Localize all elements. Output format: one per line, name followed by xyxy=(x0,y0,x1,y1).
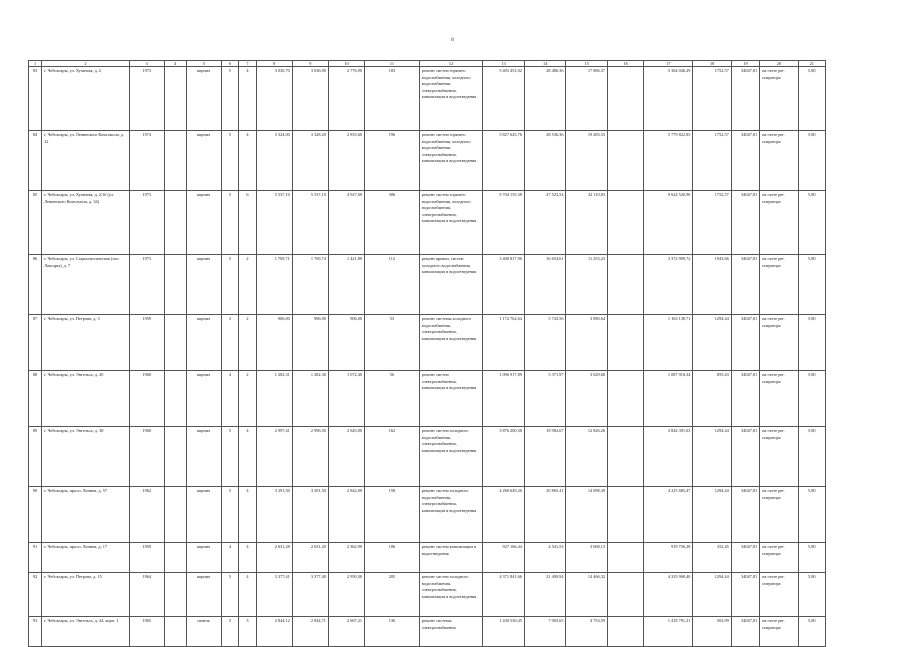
cost-cell: 5 743,56 xyxy=(524,315,566,371)
term-cell: 5,80 xyxy=(798,617,825,647)
cost-per-m2-cell: 1294,44 xyxy=(693,315,731,371)
cost-cell: 21 409,94 xyxy=(524,573,566,617)
residents-cell: 136 xyxy=(365,617,420,647)
area-total-cell: 3 324,00 xyxy=(256,131,292,191)
table-row xyxy=(29,487,826,543)
year2-cell xyxy=(164,543,186,573)
fund-method-cell: на счете рег. оператора xyxy=(760,617,798,647)
area-residential-cell: 2 842,00 xyxy=(328,487,364,543)
row-number: 92 xyxy=(29,573,42,617)
material-cell: кирпич xyxy=(186,67,221,131)
cost-total-cell: 5 403 451,02 xyxy=(483,67,525,131)
cost-cell xyxy=(608,573,644,617)
cost-cell xyxy=(608,67,644,131)
material-cell: кирпич xyxy=(186,131,221,191)
area-total-cell: 3 030,70 xyxy=(256,67,292,131)
cost-total-cell: 5 827 643,76 xyxy=(483,131,525,191)
year-cell: 1973 xyxy=(129,67,164,131)
capital-repair-table xyxy=(28,60,826,647)
table-row xyxy=(29,191,826,255)
cost-limit-cell: 34047,81 xyxy=(731,315,759,371)
term-cell: 5,80 xyxy=(798,573,825,617)
fund-method-cell: на счете рег. оператора xyxy=(760,543,798,573)
cost-per-m2-cell: 352,45 xyxy=(693,543,731,573)
works-cell: ремонт системы холодного водоснабжения, электроснабжения, канализации и водоотведения xyxy=(419,315,482,371)
table-row xyxy=(29,131,826,191)
cost-cell: 4 541,53 xyxy=(524,543,566,573)
residents-cell: 158 xyxy=(365,487,420,543)
address-cell: г. Чебоксары, ул. Ленинского Комсомола, д. 32 xyxy=(42,131,130,191)
year-cell: 1960 xyxy=(129,371,164,427)
cost-total-cell: 927 166,44 xyxy=(483,543,525,573)
works-cell: ремонт систем холодного водоснабжения, электроснабжения, канализации и водоотведения xyxy=(419,573,482,617)
year2-cell xyxy=(164,573,186,617)
floors-cell: 4 xyxy=(221,371,239,427)
cost-cell: 19 283,53 xyxy=(566,131,608,191)
cost-cell: 16 654,61 xyxy=(524,255,566,315)
cost-cell: 1 087 916,34 xyxy=(644,371,693,427)
area-total-cell: 2 631,28 xyxy=(256,543,292,573)
cost-cell: 11 253,23 xyxy=(566,255,608,315)
year2-cell xyxy=(164,191,186,255)
residents-cell: 53 xyxy=(365,315,420,371)
material-cell: панель xyxy=(186,617,221,647)
term-cell: 5,80 xyxy=(798,255,825,315)
term-cell: 5,80 xyxy=(798,487,825,543)
entrances-cell: 2 xyxy=(239,371,257,427)
table-row xyxy=(29,67,826,131)
term-cell: 5,80 xyxy=(798,315,825,371)
area-living-cell: 3 291,50 xyxy=(292,487,328,543)
area-residential-cell: 2 645,00 xyxy=(328,427,364,487)
column-header: 20 xyxy=(760,61,798,67)
cost-total-cell: 9 704 155,38 xyxy=(483,191,525,255)
cost-cell: 7 005,65 xyxy=(524,617,566,647)
address-cell: г. Чебоксары, ул. Хузангая, д. 2 xyxy=(42,67,130,131)
term-cell: 5,80 xyxy=(798,371,825,427)
works-cell: ремонт крыши, систем холодного водоснабжения, канализации и водоотведения xyxy=(419,255,482,315)
year-cell: 1973 xyxy=(129,255,164,315)
year-cell: 1964 xyxy=(129,573,164,617)
row-number: 85 xyxy=(29,191,42,255)
year2-cell xyxy=(164,131,186,191)
cost-cell: 4 335 968,40 xyxy=(644,573,693,617)
cost-per-m2-cell: 1294,44 xyxy=(693,427,731,487)
entrances-cell: 4 xyxy=(239,573,257,617)
cost-cell: 4 225 685,47 xyxy=(644,487,693,543)
column-header: 5 xyxy=(186,61,221,67)
address-cell: г. Чебоксары, ул. Энгельса, д. 44, корп. 1 xyxy=(42,617,130,647)
column-header: 19 xyxy=(731,61,759,67)
address-cell: г. Чебоксары, ул. Петрова, д. 15 xyxy=(42,573,130,617)
column-header: 6 xyxy=(221,61,239,67)
year2-cell xyxy=(164,427,186,487)
entrances-cell: 6 xyxy=(239,191,257,255)
cost-cell: 3 629,68 xyxy=(566,371,608,427)
entrances-cell: 2 xyxy=(239,255,257,315)
cost-cell xyxy=(608,487,644,543)
address-cell: г. Чебоксары, ул. Энгельса, д. 20 xyxy=(42,371,130,427)
area-total-cell: 2 997,41 xyxy=(256,427,292,487)
column-header: 21 xyxy=(798,61,825,67)
row-number: 87 xyxy=(29,315,42,371)
area-total-cell: 1 282,31 xyxy=(256,371,292,427)
entrances-cell: 4 xyxy=(239,67,257,131)
cost-per-m2-cell: 1943,66 xyxy=(693,255,731,315)
cost-total-cell: 1 430 530,45 xyxy=(483,617,525,647)
entrances-cell: 4 xyxy=(239,487,257,543)
cost-limit-cell: 34047,81 xyxy=(731,427,759,487)
entrances-cell: 4 xyxy=(239,131,257,191)
row-number: 91 xyxy=(29,543,42,573)
cost-cell: 3 068,13 xyxy=(566,543,608,573)
area-living-cell: 2 996,50 xyxy=(292,427,328,487)
year-cell: 1960 xyxy=(129,427,164,487)
column-header: 17 xyxy=(644,61,693,67)
cost-per-m2-cell: 1752,57 xyxy=(693,191,731,255)
term-cell: 5,80 xyxy=(798,543,825,573)
cost-cell xyxy=(608,371,644,427)
cost-cell xyxy=(608,427,644,487)
material-cell: кирпич xyxy=(186,315,221,371)
cost-cell xyxy=(608,543,644,573)
fund-method-cell: на счете рег. оператора xyxy=(760,427,798,487)
cost-cell: 1 418 791,21 xyxy=(644,617,693,647)
residents-cell: 196 xyxy=(365,131,420,191)
cost-cell xyxy=(608,617,644,647)
column-header: 11 xyxy=(365,61,420,67)
cost-cell xyxy=(608,131,644,191)
entrances-cell: 4 xyxy=(239,427,257,487)
fund-method-cell: на счете рег. оператора xyxy=(760,191,798,255)
fund-method-cell: на счете рег. оператора xyxy=(760,315,798,371)
residents-cell: 112 xyxy=(365,255,420,315)
area-living-cell: 3 036,00 xyxy=(292,67,328,131)
table-row xyxy=(29,617,826,647)
address-cell: г. Чебоксары, ул. Петрова, д. 3 xyxy=(42,315,130,371)
cost-cell: 4 733,59 xyxy=(566,617,608,647)
floors-cell: 4 xyxy=(221,543,239,573)
material-cell: кирпич xyxy=(186,543,221,573)
fund-method-cell: на счете рег. оператора xyxy=(760,371,798,427)
residents-cell: 205 xyxy=(365,573,420,617)
term-cell: 5,80 xyxy=(798,427,825,487)
table-row xyxy=(29,371,826,427)
works-cell: ремонт систем горячего водоснабжения, холодного водоснабжения, электроснабжения, канализации и водоотведения xyxy=(419,131,482,191)
material-cell: кирпич xyxy=(186,427,221,487)
column-header: 18 xyxy=(693,61,731,67)
area-living-cell: 906,00 xyxy=(292,315,328,371)
fund-method-cell: на счете рег. оператора xyxy=(760,131,798,191)
term-cell: 5,80 xyxy=(798,131,825,191)
cost-total-cell: 4 260 649,26 xyxy=(483,487,525,543)
residents-cell: 56 xyxy=(365,371,420,427)
year2-cell xyxy=(164,487,186,543)
area-living-cell: 2 631,20 xyxy=(292,543,328,573)
material-cell: кирпич xyxy=(186,573,221,617)
table-row xyxy=(29,573,826,617)
area-residential-cell: 4 927,00 xyxy=(328,191,364,255)
cost-cell xyxy=(608,255,644,315)
year-cell: 1962 xyxy=(129,487,164,543)
area-total-cell: 906,00 xyxy=(256,315,292,371)
cost-limit-cell: 34047,81 xyxy=(731,617,759,647)
row-number: 88 xyxy=(29,371,42,427)
table-row xyxy=(29,255,826,315)
cost-cell: 5 779 822,85 xyxy=(644,131,693,191)
residents-cell: 106 xyxy=(365,543,420,573)
material-cell: кирпич xyxy=(186,255,221,315)
cost-cell: 20 865,41 xyxy=(524,487,566,543)
year2-cell xyxy=(164,617,186,647)
area-residential-cell: 906,00 xyxy=(328,315,364,371)
area-living-cell: 1 769,74 xyxy=(292,255,328,315)
cost-cell: 32 110,83 xyxy=(566,191,608,255)
fund-method-cell: на счете рег. оператора xyxy=(760,573,798,617)
year2-cell xyxy=(164,67,186,131)
column-header: 4 xyxy=(164,61,186,67)
address-cell: г. Чебоксары, просп. Ленина, д. 17 xyxy=(42,543,130,573)
cost-cell: 3 844 391,63 xyxy=(644,427,693,487)
cost-per-m2-cell: 1294,44 xyxy=(693,487,731,543)
column-header: 16 xyxy=(608,61,644,67)
fund-method-cell: на счете рег. оператора xyxy=(760,487,798,543)
works-cell: ремонт системы электроснабжения xyxy=(419,617,482,647)
floors-cell: 5 xyxy=(221,255,239,315)
row-number: 86 xyxy=(29,255,42,315)
fund-method-cell: на счете рег. оператора xyxy=(760,255,798,315)
column-header: 15 xyxy=(566,61,608,67)
floors-cell: 5 xyxy=(221,427,239,487)
address-cell: г. Чебоксары, ул. Энгельса, д. 38 xyxy=(42,427,130,487)
works-cell: ремонт систем электроснабжения, канализации и водоотведения xyxy=(419,371,482,427)
cost-cell xyxy=(608,315,644,371)
table-row xyxy=(29,315,826,371)
floors-cell: 5 xyxy=(221,487,239,543)
material-cell: кирпич xyxy=(186,371,221,427)
year-cell: 1974 xyxy=(129,131,164,191)
column-header: 3 xyxy=(129,61,164,67)
area-residential-cell: 2 776,90 xyxy=(328,67,364,131)
area-total-cell: 1 769,71 xyxy=(256,255,292,315)
works-cell: ремонт систем горячего водоснабжения, холодного водоснабжения, электроснабжения, канализации и водоотведения xyxy=(419,67,482,131)
cost-limit-cell: 34047,81 xyxy=(731,543,759,573)
area-residential-cell: 2 835,60 xyxy=(328,131,364,191)
material-cell: кирпич xyxy=(186,191,221,255)
cost-limit-cell: 34047,81 xyxy=(731,67,759,131)
cost-per-m2-cell: 1752,57 xyxy=(693,67,731,131)
entrances-cell: 3 xyxy=(239,617,257,647)
cost-cell: 3 372 909,72 xyxy=(644,255,693,315)
area-living-cell: 3 377,40 xyxy=(292,573,328,617)
cost-total-cell: 4 371 841,66 xyxy=(483,573,525,617)
cost-cell: 9 624 520,96 xyxy=(644,191,693,255)
column-header: 13 xyxy=(483,61,525,67)
cost-cell: 28 486,36 xyxy=(524,67,566,131)
row-number: 90 xyxy=(29,487,42,543)
area-total-cell: 2 844,12 xyxy=(256,617,292,647)
area-living-cell: 5 537,10 xyxy=(292,191,328,255)
cost-cell: 28 536,36 xyxy=(524,131,566,191)
residents-cell: 306 xyxy=(365,191,420,255)
cost-limit-cell: 34047,81 xyxy=(731,487,759,543)
floors-cell: 5 xyxy=(221,131,239,191)
year2-cell xyxy=(164,371,186,427)
column-header: 10 xyxy=(328,61,364,67)
entrances-cell: 4 xyxy=(239,543,257,573)
row-number: 93 xyxy=(29,617,42,647)
row-number: 83 xyxy=(29,67,42,131)
cost-cell: 14 098,39 xyxy=(566,487,608,543)
area-residential-cell: 2 362,90 xyxy=(328,543,364,573)
cost-total-cell: 1 096 917,89 xyxy=(483,371,525,427)
material-cell: кирпич xyxy=(186,487,221,543)
cost-limit-cell: 34047,81 xyxy=(731,255,759,315)
cost-total-cell: 3 876 200,38 xyxy=(483,427,525,487)
year-cell: 1965 xyxy=(129,617,164,647)
cost-cell: 3 880,64 xyxy=(566,315,608,371)
cost-total-cell: 3 400 817,96 xyxy=(483,255,525,315)
column-header: 1 xyxy=(29,61,42,67)
floors-cell: 3 xyxy=(221,315,239,371)
cost-per-m2-cell: 1294,44 xyxy=(693,573,731,617)
area-living-cell: 2 844,71 xyxy=(292,617,328,647)
cost-per-m2-cell: 855,43 xyxy=(693,371,731,427)
area-total-cell: 3 377,41 xyxy=(256,573,292,617)
works-cell: ремонт систем горячего водоснабжения, холодного водоснабжения, электроснабжения, канализации и водоотведения xyxy=(419,191,482,255)
column-header: 7 xyxy=(239,61,257,67)
floors-cell: 5 xyxy=(221,573,239,617)
column-header: 14 xyxy=(524,61,566,67)
floors-cell: 5 xyxy=(221,617,239,647)
cost-cell: 47 523,54 xyxy=(524,191,566,255)
area-residential-cell: 2 950,30 xyxy=(328,573,364,617)
cost-cell: 18 982,67 xyxy=(524,427,566,487)
term-cell: 5,80 xyxy=(798,191,825,255)
area-living-cell: 3 328,20 xyxy=(292,131,328,191)
column-header: 12 xyxy=(419,61,482,67)
cost-limit-cell: 34047,81 xyxy=(731,191,759,255)
area-total-cell: 5 537,10 xyxy=(256,191,292,255)
year2-cell xyxy=(164,255,186,315)
address-cell: г. Чебоксары, ул. Социалистическая (пос. Лапсары), д. 7 xyxy=(42,255,130,315)
year-cell: 1959 xyxy=(129,543,164,573)
cost-cell: 12 826,26 xyxy=(566,427,608,487)
area-residential-cell: 1 072,40 xyxy=(328,371,364,427)
floors-cell: 5 xyxy=(221,67,239,131)
cost-cell: 919 756,28 xyxy=(644,543,693,573)
cost-cell xyxy=(608,191,644,255)
row-number: 89 xyxy=(29,427,42,487)
cost-cell: 1 163 138,71 xyxy=(644,315,693,371)
table-row xyxy=(29,543,826,573)
works-cell: ремонт систем холодного водоснабжения, электроснабжения, канализации и водоотведения xyxy=(419,427,482,487)
address-cell: г. Чебоксары, просп. Ленина, д. 57 xyxy=(42,487,130,543)
fund-method-cell: на счете рег. оператора xyxy=(760,67,798,131)
column-header: 2 xyxy=(42,61,130,67)
row-number: 84 xyxy=(29,131,42,191)
cost-cell: 17 886,37 xyxy=(566,67,608,131)
cost-cell: 14 466,32 xyxy=(566,573,608,617)
address-cell: г. Чебоксары, ул. Хузангая, д. 2/16 (ул. Ленинского Комсомола, д. 34) xyxy=(42,191,130,255)
table-row xyxy=(29,427,826,487)
works-cell: ремонт систем холодного водоснабжения, электроснабжения, канализации и водоотведения xyxy=(419,487,482,543)
area-residential-cell: 1 421,80 xyxy=(328,255,364,315)
cost-limit-cell: 34047,81 xyxy=(731,573,759,617)
column-header: 8 xyxy=(256,61,292,67)
cost-limit-cell: 34047,81 xyxy=(731,371,759,427)
cost-cell: 5 364 046,29 xyxy=(644,67,693,131)
column-header: 9 xyxy=(292,61,328,67)
works-cell: ремонт систем канализации и водоотведения xyxy=(419,543,482,573)
year2-cell xyxy=(164,315,186,371)
floors-cell: 5 xyxy=(221,191,239,255)
table-body xyxy=(29,67,826,647)
entrances-cell: 2 xyxy=(239,315,257,371)
page-number: 8 xyxy=(451,38,454,43)
cost-per-m2-cell: 1752,57 xyxy=(693,131,731,191)
cost-cell: 5 371,97 xyxy=(524,371,566,427)
area-total-cell: 3 291,50 xyxy=(256,487,292,543)
area-residential-cell: 2 667,21 xyxy=(328,617,364,647)
cost-limit-cell: 34047,81 xyxy=(731,131,759,191)
area-living-cell: 1 282,30 xyxy=(292,371,328,427)
residents-cell: 183 xyxy=(365,67,420,131)
term-cell: 5,80 xyxy=(798,67,825,131)
year-cell: 1973 xyxy=(129,191,164,255)
residents-cell: 162 xyxy=(365,427,420,487)
cost-total-cell: 1 172 762,64 xyxy=(483,315,525,371)
cost-per-m2-cell: 502,99 xyxy=(693,617,731,647)
year-cell: 1959 xyxy=(129,315,164,371)
